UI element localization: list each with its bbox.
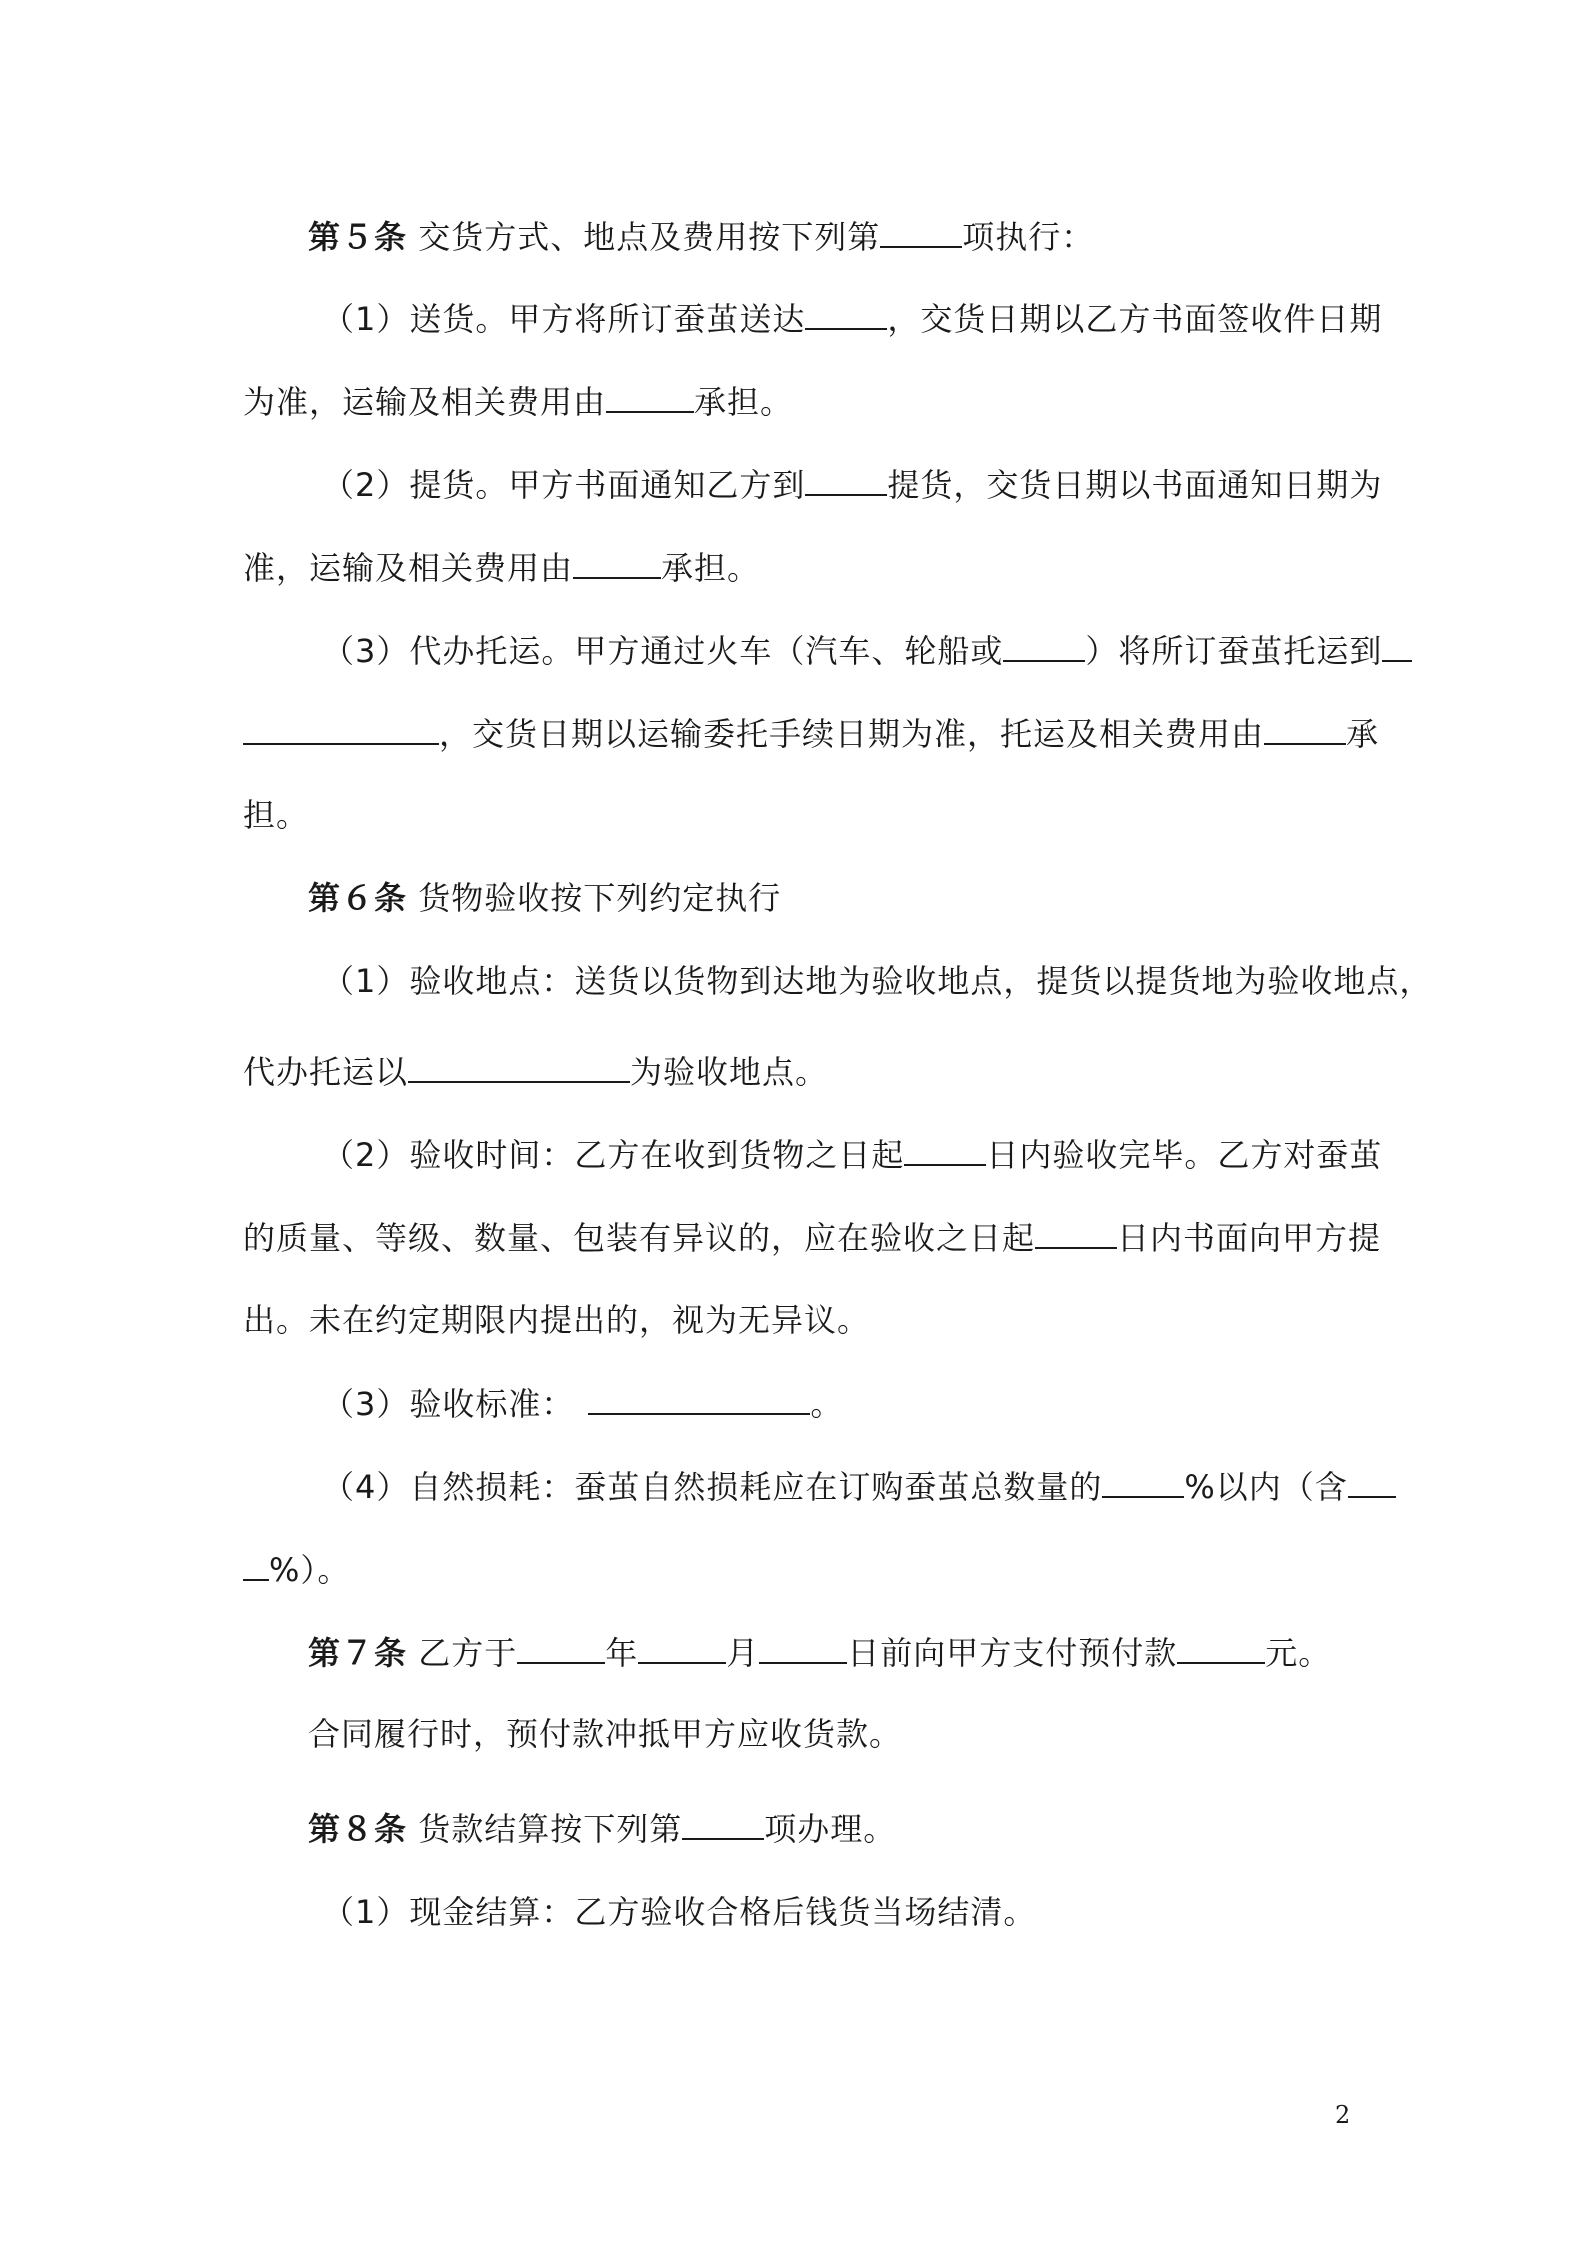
article-6-line-1: [308, 878, 781, 918]
article-8-line-1: [308, 1808, 896, 1849]
article-6-item-4-line-2: [243, 1549, 350, 1590]
blank-field[interactable]: [1035, 1217, 1117, 1249]
item-text: （1）验收地点：送货以货物到达地为验收地点，提货以提货地为验收地点，: [322, 962, 1433, 1000]
article-6-text: 货物验收按下列约定执行: [418, 879, 782, 917]
blank-field[interactable]: [759, 1632, 847, 1664]
item-text: 承担。: [694, 383, 794, 421]
item-text: （3）代办托运。甲方通过火车（汽车、轮船或: [322, 632, 1004, 670]
blank-field[interactable]: [880, 216, 962, 248]
item-text: 的质量、等级、数量、包装有异议的，应在验收之日起: [243, 1219, 1036, 1257]
item-text: 为验收地点。: [630, 1053, 829, 1091]
item-text: （2）提货。甲方书面通知乙方到: [322, 466, 806, 504]
article-8-text: 项办理。: [764, 1810, 897, 1848]
article-5-line-1: [308, 216, 1094, 257]
article-5-item-3-line-3: [243, 795, 309, 835]
blank-field[interactable]: [904, 1134, 986, 1166]
article-5-item-1-line-2: [243, 381, 793, 422]
item-text: 为准，运输及相关费用由: [243, 383, 607, 421]
article-5-item-2-line-2: [243, 547, 760, 588]
blank-field[interactable]: [682, 1808, 764, 1840]
item-text: 日内验收完毕。乙方对蚕茧: [986, 1136, 1383, 1174]
blank-field[interactable]: [243, 713, 439, 745]
item-text: （2）验收时间：乙方在收到货物之日起: [322, 1136, 905, 1174]
item-text: ）将所订蚕茧托运到: [1085, 632, 1383, 670]
article-5-text: 交货方式、地点及费用按下列第: [418, 218, 881, 256]
item-text: （1）现金结算：乙方验收合格后钱货当场结清。: [322, 1893, 1037, 1931]
blank-field[interactable]: [1264, 713, 1346, 745]
item-text: 出。未在约定期限内提出的，视为无异议。: [243, 1301, 871, 1339]
article-7-line-2: [308, 1714, 902, 1754]
article-5-item-1-line-1: [322, 298, 1382, 339]
article-7-text: 合同履行时，预付款冲抵甲方应收货款。: [308, 1715, 903, 1753]
blank-field[interactable]: [1382, 630, 1412, 662]
item-text: 代办托运以: [243, 1053, 409, 1091]
blank-field[interactable]: [243, 1549, 269, 1581]
blank-field[interactable]: [517, 1632, 605, 1664]
article-7-text: 日前向甲方支付预付款: [847, 1634, 1178, 1672]
item-text: 。: [810, 1385, 844, 1423]
blank-field[interactable]: [805, 464, 887, 496]
blank-field[interactable]: [805, 298, 887, 330]
article-6-item-2-line-3: [243, 1300, 870, 1340]
article-6-item-3: [322, 1383, 843, 1424]
blank-field[interactable]: [1177, 1632, 1265, 1664]
article-5-item-3-line-1: [322, 630, 1412, 671]
item-text: 承担。: [661, 549, 761, 587]
article-6-item-1-line-1: [322, 961, 1432, 1001]
blank-field[interactable]: [588, 1383, 810, 1415]
article-6-item-4-line-1: [322, 1466, 1396, 1507]
article-6-item-1-line-2: [243, 1051, 828, 1092]
item-text: 日内书面向甲方提: [1117, 1219, 1382, 1257]
item-text: 提货，交货日期以书面通知日期为: [887, 466, 1383, 504]
blank-field[interactable]: [1003, 630, 1085, 662]
article-5-title: 第５条: [308, 218, 408, 256]
item-text: （1）送货。甲方将所订蚕茧送达: [322, 300, 806, 338]
article-5-item-3-line-2: [243, 713, 1379, 754]
article-5-text-end: 项执行：: [962, 218, 1095, 256]
article-7-text: 年: [605, 1634, 639, 1672]
blank-field[interactable]: [1348, 1466, 1396, 1498]
article-8-title: 第８条: [308, 1810, 408, 1848]
article-7-title: 第７条: [308, 1634, 408, 1672]
blank-field[interactable]: [573, 547, 661, 579]
item-text: %以内（含: [1184, 1468, 1348, 1506]
article-6-item-2-line-1: [322, 1134, 1382, 1175]
blank-field[interactable]: [606, 381, 694, 413]
article-6-title: 第６条: [308, 879, 408, 917]
item-text: ，交货日期以运输委托手续日期为准，托运及相关费用由: [439, 715, 1265, 753]
blank-field[interactable]: [638, 1632, 726, 1664]
article-7-text: 元。: [1265, 1634, 1332, 1672]
article-7-text: 月: [726, 1634, 760, 1672]
item-text: %）。: [269, 1551, 351, 1589]
item-text: 承: [1346, 715, 1380, 753]
article-8-item-1: [322, 1892, 1036, 1932]
article-8-text: 货款结算按下列第: [418, 1810, 683, 1848]
item-text: （4）自然损耗：蚕茧自然损耗应在订购蚕茧总数量的: [322, 1468, 1103, 1506]
item-text: （3）验收标准：: [322, 1385, 575, 1423]
blank-field[interactable]: [408, 1051, 630, 1083]
article-7-line-1: [308, 1632, 1331, 1673]
item-text: ，交货日期以乙方书面签收件日期: [887, 300, 1383, 338]
article-5-item-2-line-1: [322, 464, 1382, 505]
item-text: 担。: [243, 796, 310, 834]
article-6-item-2-line-2: [243, 1217, 1381, 1258]
item-text: 准，运输及相关费用由: [243, 549, 574, 587]
page-number: 2: [1335, 2101, 1351, 2129]
blank-field[interactable]: [1102, 1466, 1184, 1498]
article-7-text: 乙方于: [418, 1634, 518, 1672]
